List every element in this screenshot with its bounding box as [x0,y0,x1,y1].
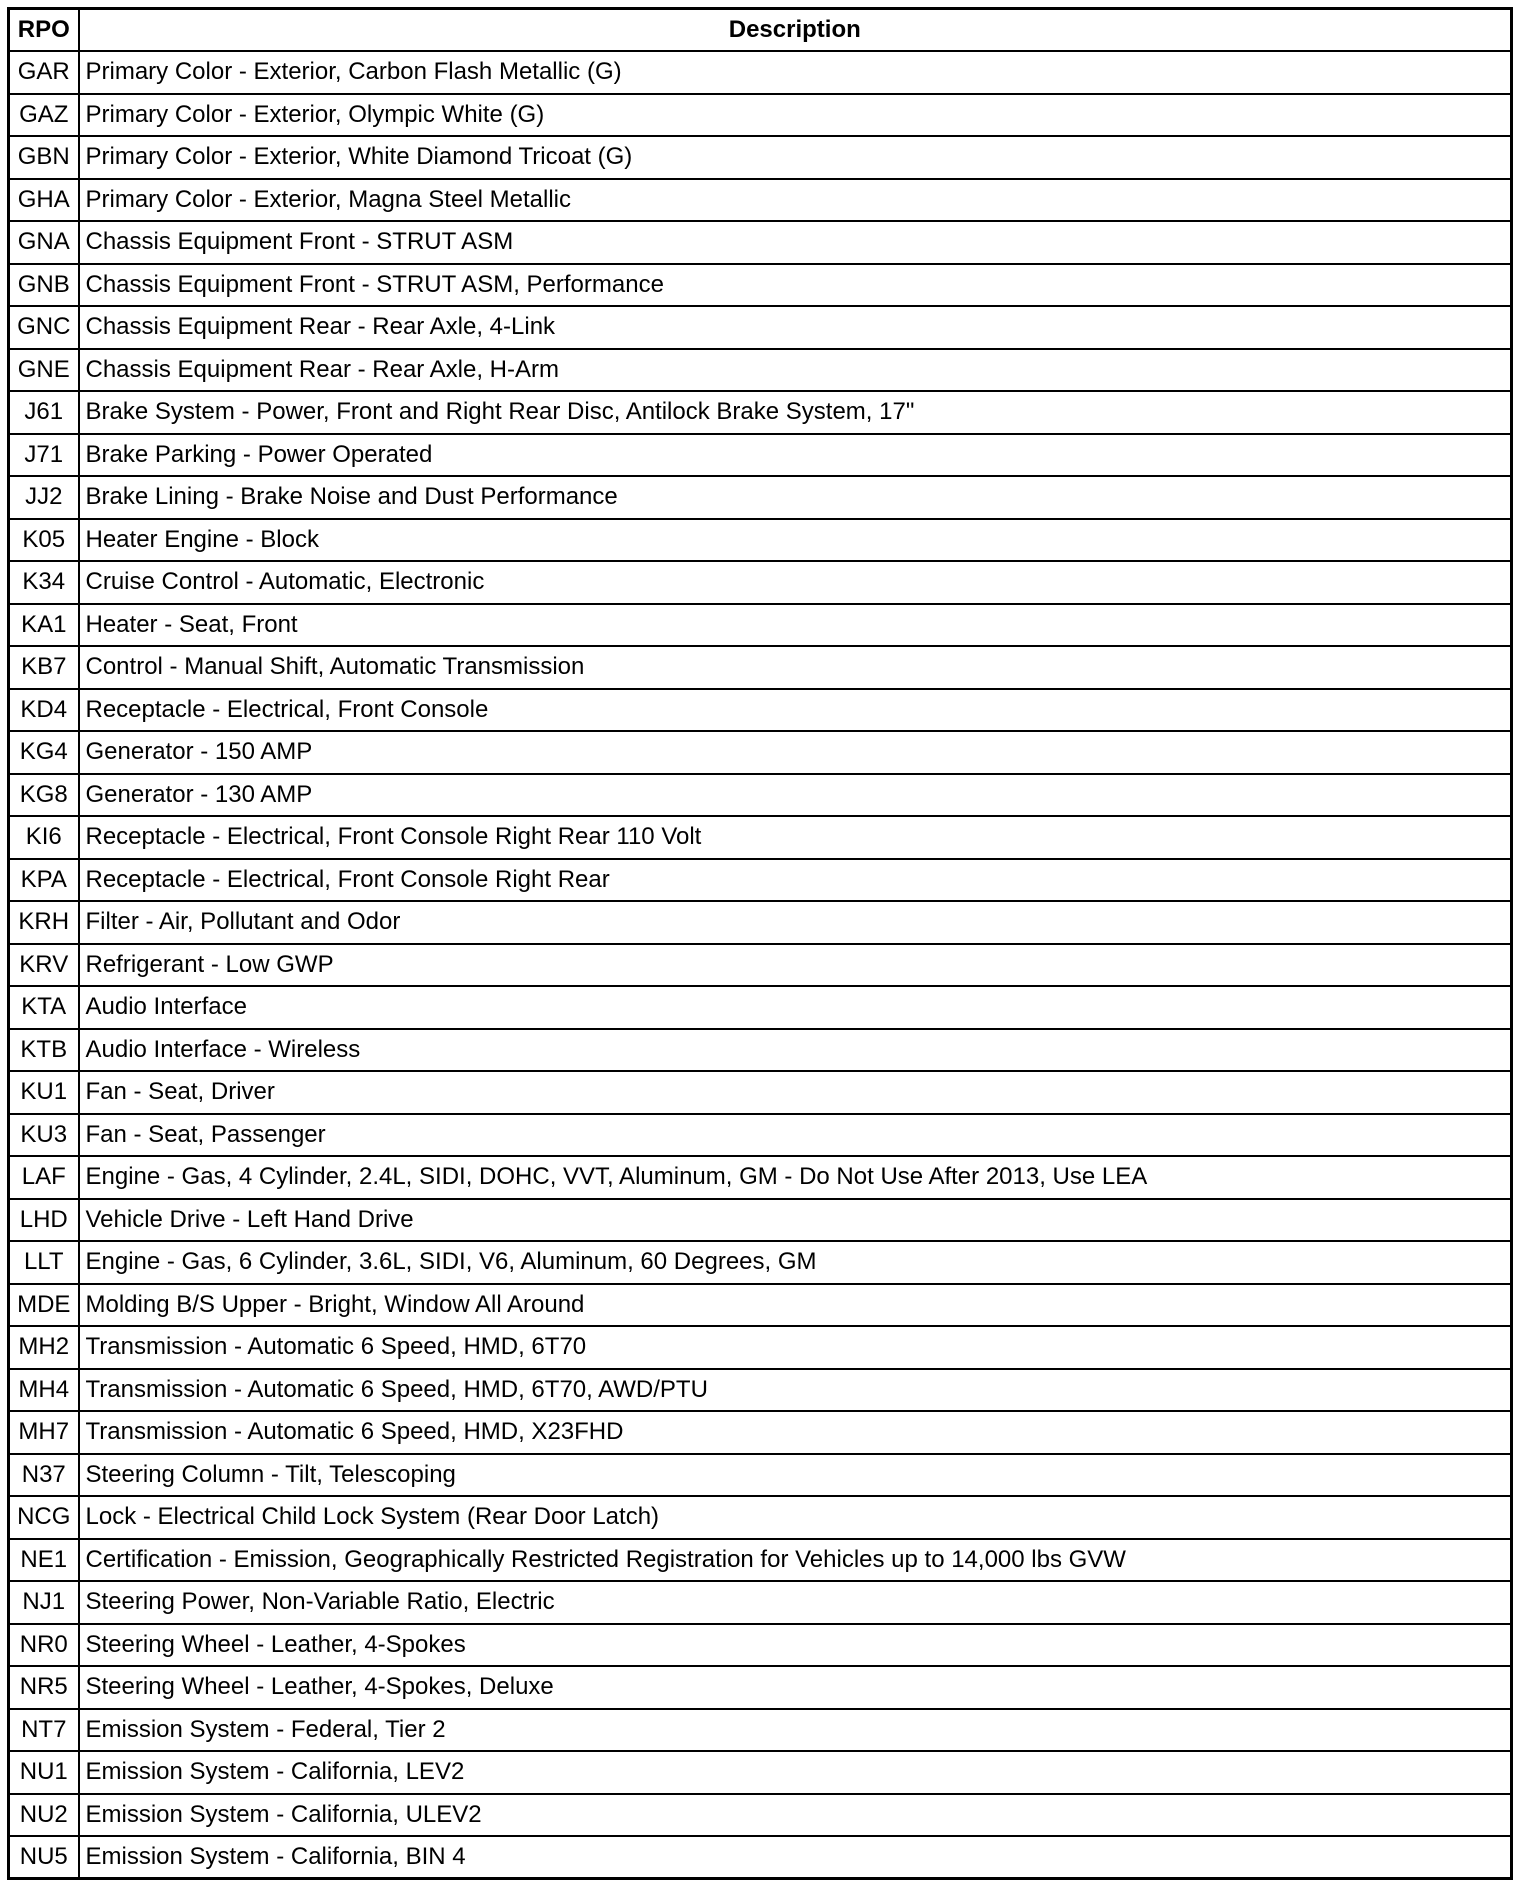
table-row [9,349,1512,392]
table-row [9,1241,1512,1284]
rpo-code-cell: KU1 [9,1071,79,1114]
description-cell: Audio Interface - Wireless [79,1029,1512,1072]
rpo-code-cell: NU1 [9,1751,79,1794]
description-cell: Emission System - California, BIN 4 [79,1836,1512,1879]
table-row [9,51,1512,94]
rpo-table [7,7,1513,1880]
description-cell: Steering Wheel - Leather, 4-Spokes, Deluxe [79,1666,1512,1709]
rpo-code-cell: LHD [9,1199,79,1242]
table-row [9,221,1512,264]
description-cell: Control - Manual Shift, Automatic Transmission [79,646,1512,689]
description-cell: Audio Interface [79,986,1512,1029]
description-cell: Generator - 130 AMP [79,774,1512,817]
description-cell: Emission System - California, LEV2 [79,1751,1512,1794]
description-cell: Emission System - California, ULEV2 [79,1794,1512,1837]
rpo-code-cell: LAF [9,1156,79,1199]
description-cell: Lock - Electrical Child Lock System (Rear Door Latch) [79,1496,1512,1539]
description-cell: Primary Color - Exterior, Olympic White (G) [79,94,1512,137]
description-cell: Receptacle - Electrical, Front Console Right Rear [79,859,1512,902]
table-row [9,731,1512,774]
description-cell: Transmission - Automatic 6 Speed, HMD, 6T70 [79,1326,1512,1369]
description-cell: Chassis Equipment Front - STRUT ASM [79,221,1512,264]
rpo-code-cell: GNE [9,349,79,392]
rpo-code-cell: J61 [9,391,79,434]
rpo-code-cell: JJ2 [9,476,79,519]
table-row [9,816,1512,859]
description-cell: Transmission - Automatic 6 Speed, HMD, 6T70, AWD/PTU [79,1369,1512,1412]
table-row [9,561,1512,604]
rpo-code-cell: NU5 [9,1836,79,1879]
table-row [9,94,1512,137]
rpo-code-cell: NU2 [9,1794,79,1837]
rpo-code-cell: GAR [9,51,79,94]
description-cell: Heater - Seat, Front [79,604,1512,647]
table-row [9,944,1512,987]
description-cell: Transmission - Automatic 6 Speed, HMD, X23FHD [79,1411,1512,1454]
rpo-code-cell: NT7 [9,1709,79,1752]
rpo-code-cell: MDE [9,1284,79,1327]
rpo-code-cell: K34 [9,561,79,604]
description-cell: Fan - Seat, Driver [79,1071,1512,1114]
table-row [9,1284,1512,1327]
description-cell: Primary Color - Exterior, Carbon Flash Metallic (G) [79,51,1512,94]
description-cell: Generator - 150 AMP [79,731,1512,774]
table-row [9,774,1512,817]
rpo-column-header: RPO [9,9,79,52]
table-row [9,1071,1512,1114]
table-row [9,1539,1512,1582]
rpo-code-cell: KTA [9,986,79,1029]
table-row [9,646,1512,689]
table-row [9,1454,1512,1497]
table-row [9,519,1512,562]
description-cell: Steering Power, Non-Variable Ratio, Electric [79,1581,1512,1624]
rpo-code-cell: J71 [9,434,79,477]
table-row [9,476,1512,519]
description-cell: Engine - Gas, 4 Cylinder, 2.4L, SIDI, DOHC, VVT, Aluminum, GM - Do Not Use After 2013, Use LEA [79,1156,1512,1199]
table-row [9,1709,1512,1752]
table-row [9,306,1512,349]
rpo-code-cell: KD4 [9,689,79,732]
rpo-code-cell: K05 [9,519,79,562]
rpo-code-cell: GAZ [9,94,79,137]
rpo-code-cell: NR5 [9,1666,79,1709]
rpo-code-cell: GNC [9,306,79,349]
description-cell: Emission System - Federal, Tier 2 [79,1709,1512,1752]
rpo-code-cell: KRV [9,944,79,987]
description-cell: Vehicle Drive - Left Hand Drive [79,1199,1512,1242]
header-row [9,9,1512,52]
rpo-code-cell: N37 [9,1454,79,1497]
rpo-code-cell: KU3 [9,1114,79,1157]
table-row [9,689,1512,732]
description-cell: Brake Parking - Power Operated [79,434,1512,477]
rpo-code-cell: GHA [9,179,79,222]
rpo-code-cell: MH4 [9,1369,79,1412]
rpo-code-cell: KA1 [9,604,79,647]
description-cell: Steering Column - Tilt, Telescoping [79,1454,1512,1497]
rpo-code-cell: GBN [9,136,79,179]
description-cell: Engine - Gas, 6 Cylinder, 3.6L, SIDI, V6, Aluminum, 60 Degrees, GM [79,1241,1512,1284]
description-cell: Molding B/S Upper - Bright, Window All Around [79,1284,1512,1327]
rpo-code-cell: MH2 [9,1326,79,1369]
table-row [9,434,1512,477]
rpo-code-cell: MH7 [9,1411,79,1454]
description-cell: Receptacle - Electrical, Front Console Right Rear 110 Volt [79,816,1512,859]
table-row [9,986,1512,1029]
rpo-code-cell: NJ1 [9,1581,79,1624]
description-cell: Chassis Equipment Rear - Rear Axle, 4-Link [79,306,1512,349]
table-row [9,179,1512,222]
description-cell: Primary Color - Exterior, Magna Steel Metallic [79,179,1512,222]
description-cell: Certification - Emission, Geographically Restricted Registration for Vehicles up to 14,000 lbs GVW [79,1539,1512,1582]
table-row [9,1326,1512,1369]
rpo-code-cell: KPA [9,859,79,902]
description-cell: Steering Wheel - Leather, 4-Spokes [79,1624,1512,1667]
description-cell: Refrigerant - Low GWP [79,944,1512,987]
table-row [9,1751,1512,1794]
table-row [9,1581,1512,1624]
rpo-code-cell: KI6 [9,816,79,859]
table-row [9,1666,1512,1709]
description-cell: Chassis Equipment Front - STRUT ASM, Performance [79,264,1512,307]
description-cell: Brake System - Power, Front and Right Rear Disc, Antilock Brake System, 17" [79,391,1512,434]
table-row [9,1411,1512,1454]
description-cell: Heater Engine - Block [79,519,1512,562]
table-row [9,901,1512,944]
rpo-code-cell: KTB [9,1029,79,1072]
rpo-code-cell: GNA [9,221,79,264]
description-column-header: Description [79,9,1512,52]
description-cell: Cruise Control - Automatic, Electronic [79,561,1512,604]
rpo-code-cell: KB7 [9,646,79,689]
table-row [9,1624,1512,1667]
rpo-code-cell: LLT [9,1241,79,1284]
table-row [9,1496,1512,1539]
table-row [9,136,1512,179]
table-row [9,1029,1512,1072]
table-row [9,604,1512,647]
rpo-code-cell: KG8 [9,774,79,817]
table-row [9,391,1512,434]
rpo-code-cell: KG4 [9,731,79,774]
table-header [9,9,1512,52]
description-cell: Brake Lining - Brake Noise and Dust Performance [79,476,1512,519]
rpo-code-cell: NCG [9,1496,79,1539]
table-body [9,51,1512,1879]
description-cell: Receptacle - Electrical, Front Console [79,689,1512,732]
description-cell: Fan - Seat, Passenger [79,1114,1512,1157]
table-row [9,1114,1512,1157]
table-row [9,1156,1512,1199]
rpo-code-cell: GNB [9,264,79,307]
table-row [9,859,1512,902]
table-row [9,1369,1512,1412]
rpo-code-cell: NE1 [9,1539,79,1582]
table-row [9,1199,1512,1242]
table-row [9,1836,1512,1879]
rpo-code-cell: KRH [9,901,79,944]
description-cell: Primary Color - Exterior, White Diamond Tricoat (G) [79,136,1512,179]
rpo-code-cell: NR0 [9,1624,79,1667]
description-cell: Chassis Equipment Rear - Rear Axle, H-Arm [79,349,1512,392]
table-row [9,264,1512,307]
description-cell: Filter - Air, Pollutant and Odor [79,901,1512,944]
table-row [9,1794,1512,1837]
